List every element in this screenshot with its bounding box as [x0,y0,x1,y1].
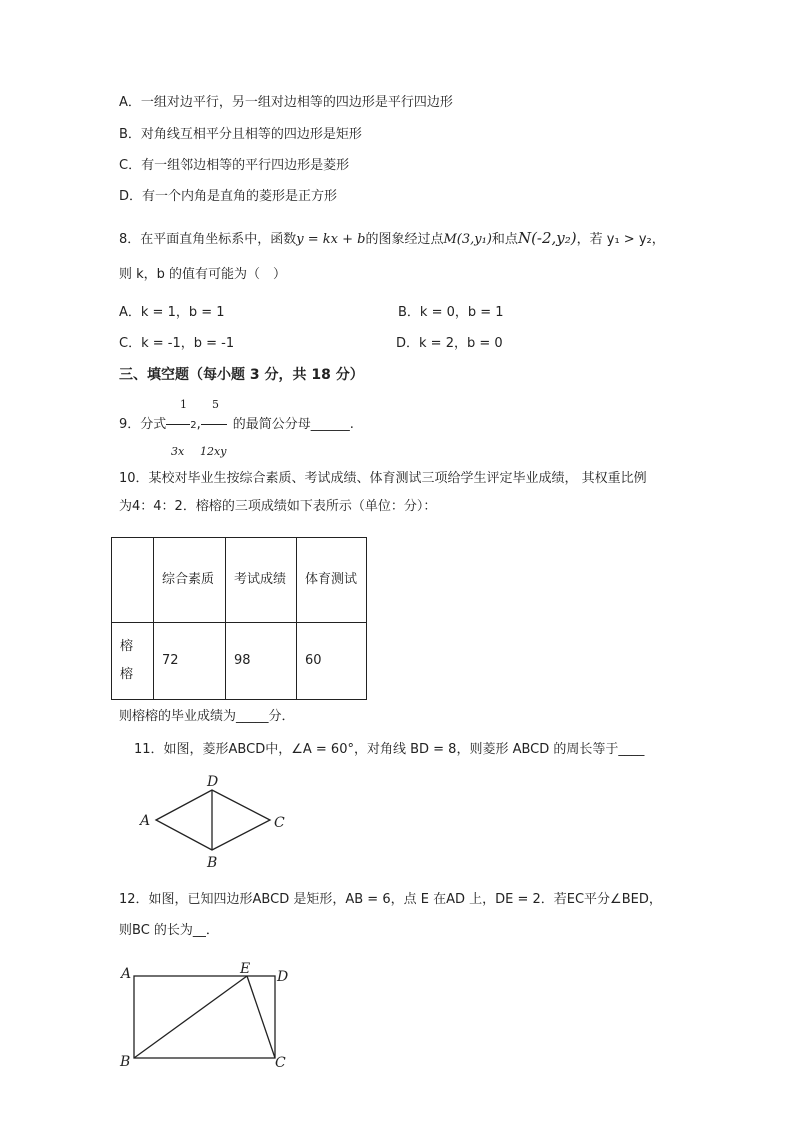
q8-option-c: C．k = -1，b = -1 [119,336,235,351]
label-e: E [240,961,251,977]
segment-be [134,976,247,1058]
label-a: A [140,813,151,829]
q9-superscript: 2 [190,420,197,431]
q7-option-b: B．对角线互相平分且相等的四边形是矩形 [119,127,362,142]
q12-stem-line2: 则BC 的长为__． [119,923,219,938]
q11-stem: 11．如图，菱形ABCD中，∠A = 60°，对角线 BD = 8，则菱形 ABCD 的周长等于____ [134,742,645,757]
q8-text-pre: 8．在平面直角坐标系中，函数 [119,232,297,247]
q8-function: y = kx + b [296,232,366,247]
q9-fraction-bar-2 [201,424,227,425]
q9-fraction-bar-1 [166,424,190,425]
segment-ec [247,976,275,1058]
q9-numerator-1: 1 [180,398,187,411]
table-cell: 98 [226,623,297,700]
label-b: B [207,855,218,870]
table-row [112,623,367,700]
q9-stem: 9．分式 2, 的最简公分母______. [119,417,354,432]
label-c: C [274,815,285,831]
table-header-cell: 考试成绩 [226,538,297,623]
table-header-empty [112,538,154,623]
q9-numerator-2: 5 [212,398,219,411]
table-cell: 72 [154,623,226,700]
table-cell: 60 [297,623,367,700]
label-b: B [120,1054,131,1070]
score-table [111,537,367,700]
rhombus-abcd [156,790,270,850]
q9-text-post: 的最简公分母______. [232,417,354,432]
table-row-label: 榕榕 [112,623,154,700]
table-header-row [112,538,367,623]
rectangle-abcd [134,976,275,1058]
q9-denominator-1: 3x [171,445,185,458]
q9-text-pre: 9．分式 [119,417,167,432]
q8-text-mid2: 和点 [491,232,518,247]
q8-point-n: N(-2,y₂) [517,229,577,247]
q8-condition: ，若 y₁ > y₂， [576,232,665,247]
q8-option-b: B．k = 0，b = 1 [398,305,504,320]
q8-stem-line2: 则 k，b 的值有可能为（ ） [119,267,287,282]
label-a: A [121,966,132,982]
q12-stem-line1: 12．如图，已知四边形ABCD 是矩形，AB = 6，点 E 在AD 上，DE = 2．若EC平分∠BED， [119,892,662,907]
q8-point-m: M(3,y₁) [443,232,492,247]
table-header-cell: 综合素质 [154,538,226,623]
q7-option-a: A．一组对边平行，另一组对边相等的四边形是平行四边形 [119,95,453,110]
rhombus-figure [130,770,300,870]
q8-stem-line1 [119,229,665,249]
q10-stem-line2: 为4：4：2．榕榕的三项成绩如下表所示（单位：分）： [119,499,437,514]
q7-option-d: D．有一个内角是直角的菱形是正方形 [119,189,338,204]
q10-stem-line1: 10．某校对毕业生按综合素质、考试成绩、体育测试三项给学生评定毕业成绩， 其权重比例 [119,471,647,486]
q8-text-mid: 的图象经过点 [365,232,444,247]
q7-option-c: C．有一组邻边相等的平行四边形是菱形 [119,158,350,173]
label-d: D [277,969,289,985]
label-d: D [207,774,219,790]
rectangle-figure [116,958,296,1073]
section-3-heading: 三、填空题（每小题 3 分，共 18 分） [119,367,364,383]
label-c: C [275,1055,286,1071]
table-header-cell: 体育测试 [297,538,367,623]
q9-denominator-2: 12xy [200,445,227,458]
q10-answer-line: 则榕榕的毕业成绩为_____分． [119,709,295,724]
q8-option-d: D．k = 2，b = 0 [396,336,503,351]
q8-option-a: A．k = 1，b = 1 [119,305,225,320]
